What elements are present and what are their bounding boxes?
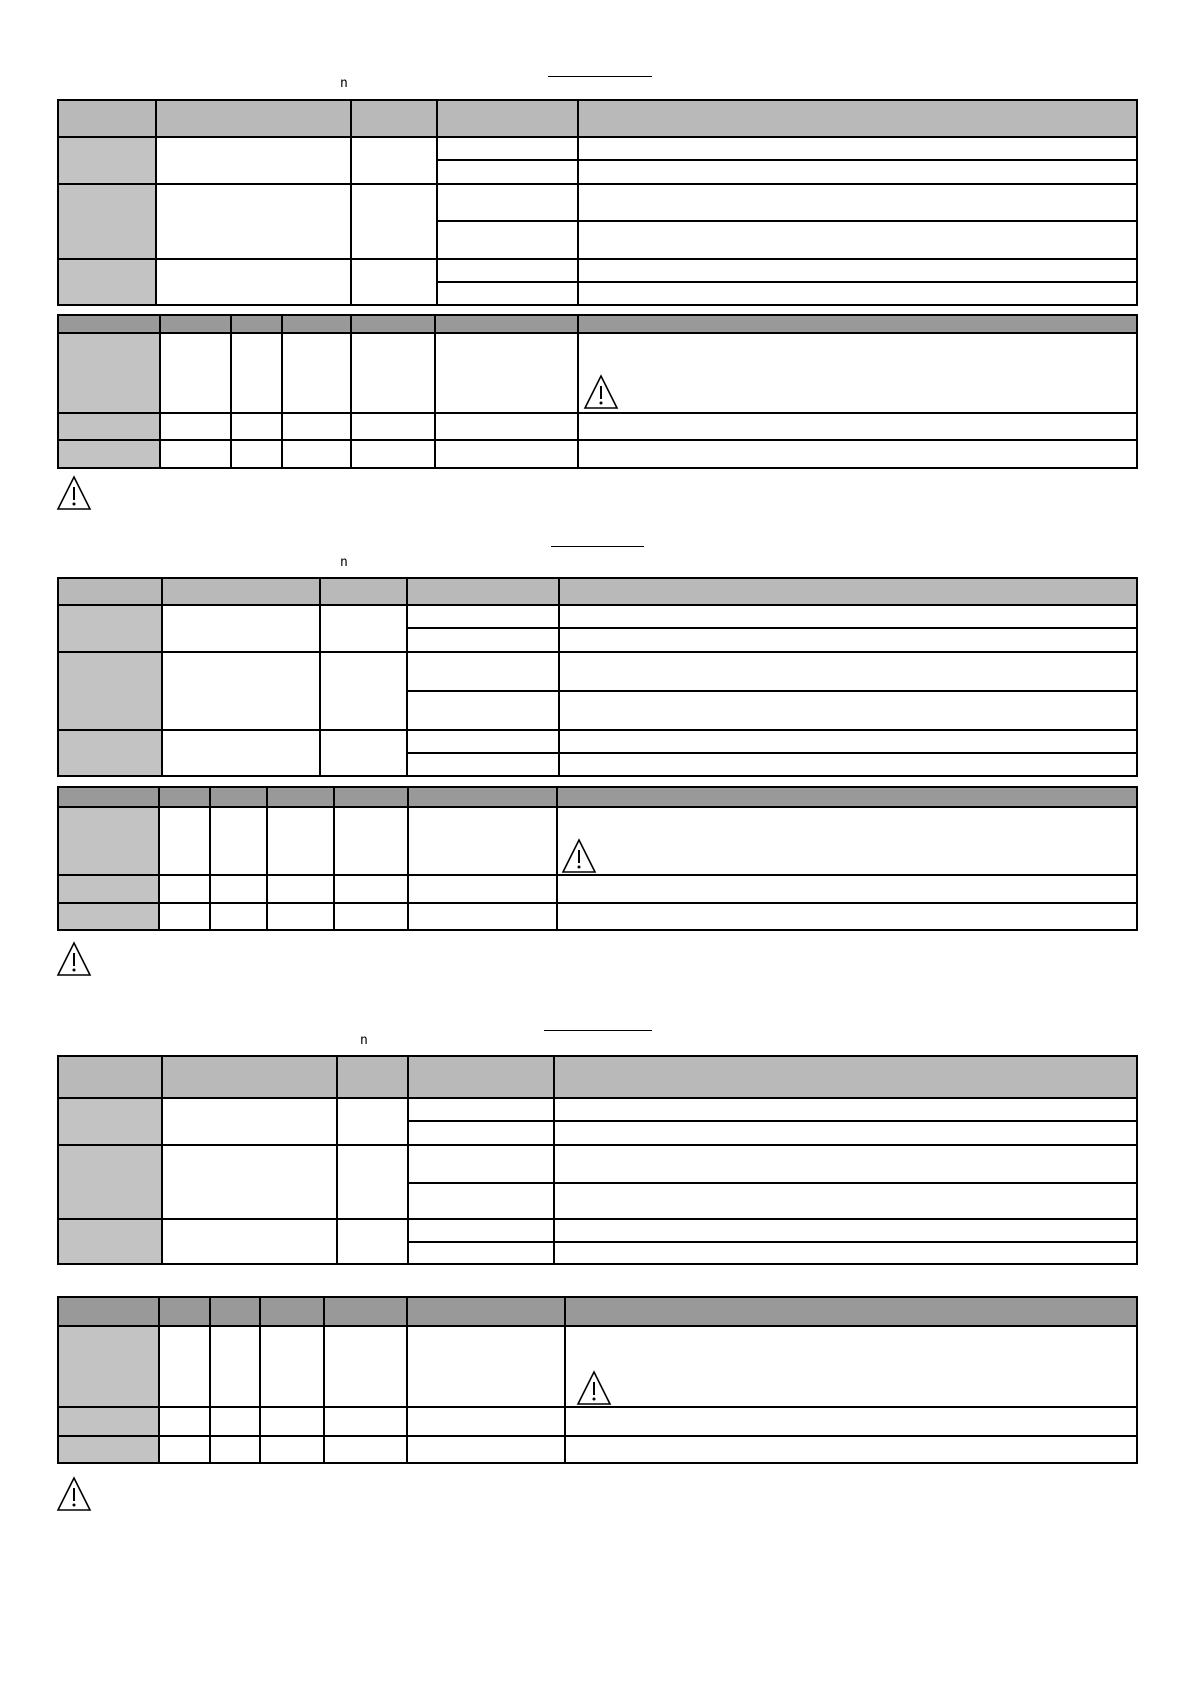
section-title-underline (551, 546, 644, 547)
warning-triangle-icon (561, 838, 597, 874)
section-title-underline (548, 76, 652, 77)
warning-triangle-icon (576, 1370, 612, 1406)
section-mark-glyph: n (340, 76, 348, 91)
section-mark-glyph: n (360, 1033, 368, 1048)
warning-triangle-icon (583, 374, 619, 410)
warning-triangle-icon (56, 1476, 92, 1512)
warning-triangle-icon (56, 941, 92, 977)
section-mark-glyph: n (340, 555, 348, 570)
warning-triangle-icon (56, 475, 92, 511)
section-title-underline (544, 1030, 652, 1031)
